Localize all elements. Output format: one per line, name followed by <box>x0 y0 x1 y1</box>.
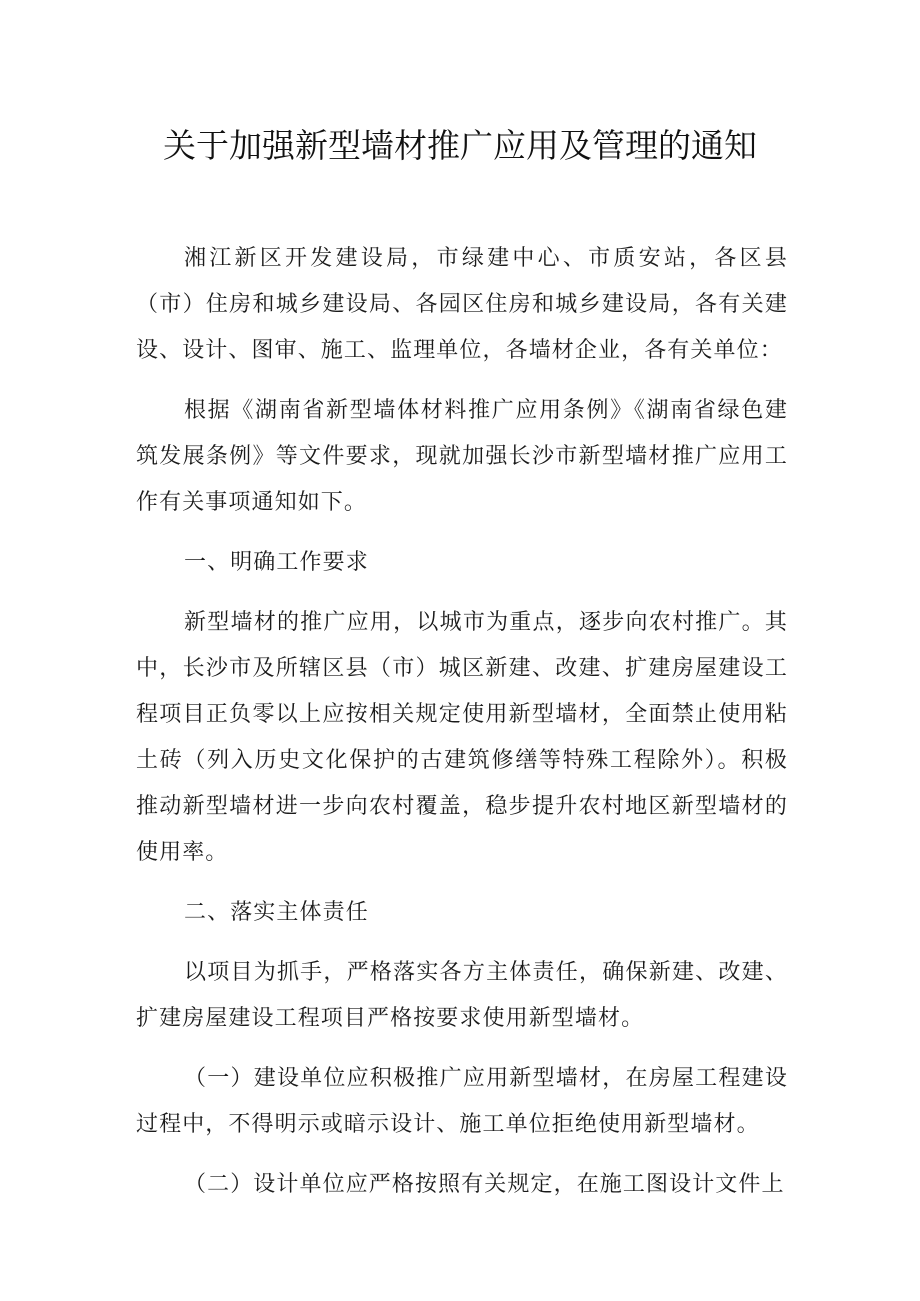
section-1-paragraph: 新型墙材的推广应用，以城市为重点，逐步向农村推广。其中，长沙市及所辖区县（市）城区新建、改建、扩建房屋建设工程项目正负零以上应按相关规定使用新型墙材，全面禁止使用粘土砖（列入历史文化保护的古建筑修缮等特殊工程除外）。积极推动新型墙材进一步向农村覆盖，稳步提升农村地区新型墙材的使用率。 <box>136 610 788 865</box>
section-1-heading: 一、明确工作要求 <box>184 550 369 575</box>
intro-paragraph: 根据《湖南省新型墙体材料推广应用条例》《湖南省绿色建筑发展条例》等文件要求，现就加强长沙市新型墙材推广应用工作有关事项通知如下。 <box>136 398 788 515</box>
recipients-paragraph: 湘江新区开发建设局，市绿建中心、市质安站，各区县（市）住房和城乡建设局、各园区住房和城乡建设局，各有关建设、设计、图审、施工、监理单位，各墙材企业，各有关单位： <box>136 246 788 363</box>
section-2-heading: 二、落实主体责任 <box>184 900 369 925</box>
section-2-paragraph: 以项目为抓手，严格落实各方主体责任，确保新建、改建、扩建房屋建设工程项目严格按要求使用新型墙材。 <box>136 960 788 1031</box>
section-2-item-2: （二）设计单位应严格按照有关规定，在施工图设计文件上 <box>184 1172 785 1197</box>
section-2-item-1: （一）建设单位应积极推广应用新型墙材，在房屋工程建设过程中，不得明示或暗示设计、施工单位拒绝使用新型墙材。 <box>136 1066 788 1137</box>
document-body <box>136 236 788 1208</box>
document-title: 关于加强新型墙材推广应用及管理的通知 <box>163 126 757 165</box>
